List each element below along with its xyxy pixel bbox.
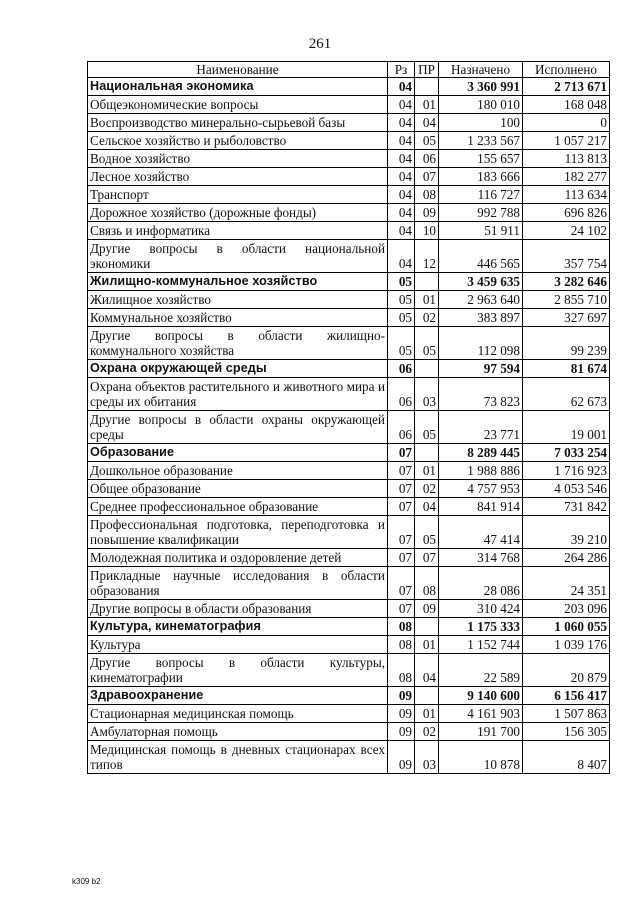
section-row [88,444,610,462]
section-row [88,360,610,378]
row-assigned-cell: 314 768 [439,549,523,567]
row-rz-cell: 05 [388,309,415,327]
row-name-cell: Другие вопросы в области национальной экономики [88,240,388,273]
column-header-name: Наименование [88,62,388,78]
row-name-cell: Дошкольное образование [88,462,388,480]
row-name-cell: Жилищное хозяйство [88,291,388,309]
row-assigned-cell: 1 233 567 [439,132,523,150]
row-name-cell: Амбулаторная помощь [88,723,388,741]
row-assigned-cell: 116 727 [439,186,523,204]
row-rz-cell: 07 [388,444,415,462]
row-rz-cell: 04 [388,132,415,150]
row-assigned-cell: 992 788 [439,204,523,222]
table-row [88,567,610,600]
row-name-cell: Образование [88,444,388,462]
row-assigned-cell: 2 963 640 [439,291,523,309]
row-rz-cell: 05 [388,327,415,360]
row-executed-cell: 203 096 [523,600,610,618]
row-pr-cell [415,444,439,462]
row-name-cell: Воспроизводство минерально-сырьевой базы [88,114,388,132]
section-row [88,618,610,636]
row-executed-cell: 8 407 [523,741,610,774]
table-row [88,114,610,132]
table-row [88,723,610,741]
row-pr-cell: 04 [415,114,439,132]
row-pr-cell: 01 [415,705,439,723]
row-assigned-cell: 1 152 744 [439,636,523,654]
row-assigned-cell: 23 771 [439,411,523,444]
row-pr-cell: 05 [415,516,439,549]
row-rz-cell: 04 [388,168,415,186]
row-name-cell: Прикладные научные исследования в области образования [88,567,388,600]
table-row [88,462,610,480]
row-name-cell: Дорожное хозяйство (дорожные фонды) [88,204,388,222]
table-body [88,78,610,774]
row-executed-cell: 168 048 [523,96,610,114]
row-assigned-cell: 112 098 [439,327,523,360]
row-name-cell: Стационарная медицинская помощь [88,705,388,723]
row-pr-cell: 04 [415,498,439,516]
row-pr-cell [415,360,439,378]
row-assigned-cell: 383 897 [439,309,523,327]
row-assigned-cell: 3 360 991 [439,78,523,96]
row-pr-cell [415,273,439,291]
row-name-cell: Культура [88,636,388,654]
row-rz-cell: 07 [388,516,415,549]
row-pr-cell: 08 [415,186,439,204]
row-name-cell: Жилищно-коммунальное хозяйство [88,273,388,291]
table-row [88,498,610,516]
table-row [88,168,610,186]
row-assigned-cell: 8 289 445 [439,444,523,462]
row-executed-cell: 4 053 546 [523,480,610,498]
row-executed-cell: 1 057 217 [523,132,610,150]
row-pr-cell: 01 [415,462,439,480]
row-name-cell: Национальная экономика [88,78,388,96]
row-pr-cell: 09 [415,204,439,222]
page-number: 261 [308,36,332,52]
row-pr-cell: 06 [415,150,439,168]
table-row [88,705,610,723]
row-name-cell: Другие вопросы в области жилищно-коммунального хозяйства [88,327,388,360]
row-pr-cell: 03 [415,378,439,411]
row-executed-cell: 1 716 923 [523,462,610,480]
row-executed-cell: 19 001 [523,411,610,444]
row-executed-cell: 62 673 [523,378,610,411]
table-row [88,96,610,114]
section-row [88,273,610,291]
row-rz-cell: 08 [388,636,415,654]
row-assigned-cell: 1 988 886 [439,462,523,480]
row-pr-cell: 05 [415,132,439,150]
row-assigned-cell: 28 086 [439,567,523,600]
table-row [88,600,610,618]
row-executed-cell: 24 351 [523,567,610,600]
table-row [88,741,610,774]
row-executed-cell: 264 286 [523,549,610,567]
row-executed-cell: 113 634 [523,186,610,204]
table-row [88,480,610,498]
row-rz-cell: 09 [388,705,415,723]
row-name-cell: Водное хозяйство [88,150,388,168]
row-executed-cell: 3 282 646 [523,273,610,291]
row-name-cell: Другие вопросы в области образования [88,600,388,618]
row-rz-cell: 06 [388,411,415,444]
table-row [88,378,610,411]
row-rz-cell: 04 [388,78,415,96]
row-assigned-cell: 841 914 [439,498,523,516]
row-assigned-cell: 73 823 [439,378,523,411]
row-executed-cell: 2 855 710 [523,291,610,309]
row-name-cell: Среднее профессиональное образование [88,498,388,516]
budget-table [87,61,610,774]
row-assigned-cell: 183 666 [439,168,523,186]
row-name-cell: Здравоохранение [88,687,388,705]
row-rz-cell: 04 [388,114,415,132]
row-assigned-cell: 1 175 333 [439,618,523,636]
row-pr-cell [415,78,439,96]
row-assigned-cell: 10 878 [439,741,523,774]
row-executed-cell: 113 813 [523,150,610,168]
row-rz-cell: 07 [388,549,415,567]
row-rz-cell: 06 [388,360,415,378]
row-executed-cell: 20 879 [523,654,610,687]
row-name-cell: Молодежная политика и оздоровление детей [88,549,388,567]
row-pr-cell: 07 [415,168,439,186]
row-pr-cell [415,687,439,705]
column-header-executed: Исполнено [523,62,610,78]
row-name-cell: Медицинская помощь в дневных стационарах всех типов [88,741,388,774]
table-row [88,549,610,567]
table-row [88,516,610,549]
row-assigned-cell: 4 757 953 [439,480,523,498]
row-rz-cell: 09 [388,741,415,774]
row-assigned-cell: 100 [439,114,523,132]
table-row [88,240,610,273]
row-name-cell: Другие вопросы в области охраны окружающей среды [88,411,388,444]
row-pr-cell: 02 [415,723,439,741]
row-executed-cell: 1 507 863 [523,705,610,723]
row-pr-cell: 05 [415,411,439,444]
row-name-cell: Связь и информатика [88,222,388,240]
row-pr-cell: 09 [415,600,439,618]
row-assigned-cell: 9 140 600 [439,687,523,705]
row-assigned-cell: 310 424 [439,600,523,618]
row-rz-cell: 04 [388,240,415,273]
row-assigned-cell: 191 700 [439,723,523,741]
row-rz-cell: 04 [388,204,415,222]
row-rz-cell: 04 [388,186,415,204]
row-name-cell: Другие вопросы в области культуры, кинематографии [88,654,388,687]
row-pr-cell: 01 [415,291,439,309]
row-rz-cell: 04 [388,222,415,240]
footer-code: k309 b2 [72,877,101,886]
row-rz-cell: 08 [388,618,415,636]
row-name-cell: Транспорт [88,186,388,204]
row-rz-cell: 07 [388,462,415,480]
row-executed-cell: 696 826 [523,204,610,222]
row-rz-cell: 06 [388,378,415,411]
row-executed-cell: 357 754 [523,240,610,273]
table-row [88,150,610,168]
row-pr-cell: 12 [415,240,439,273]
row-rz-cell: 04 [388,96,415,114]
row-assigned-cell: 22 589 [439,654,523,687]
row-assigned-cell: 180 010 [439,96,523,114]
row-rz-cell: 05 [388,273,415,291]
row-assigned-cell: 51 911 [439,222,523,240]
row-rz-cell: 08 [388,654,415,687]
row-executed-cell: 0 [523,114,610,132]
row-executed-cell: 731 842 [523,498,610,516]
row-name-cell: Общее образование [88,480,388,498]
row-assigned-cell: 47 414 [439,516,523,549]
column-header-rz: Рз [388,62,415,78]
row-rz-cell: 05 [388,291,415,309]
table-row [88,411,610,444]
row-name-cell: Сельское хозяйство и рыболовство [88,132,388,150]
row-pr-cell: 03 [415,741,439,774]
row-executed-cell: 156 305 [523,723,610,741]
row-name-cell: Лесное хозяйство [88,168,388,186]
row-pr-cell: 08 [415,567,439,600]
table-row [88,204,610,222]
row-pr-cell: 04 [415,654,439,687]
row-name-cell: Культура, кинематография [88,618,388,636]
row-name-cell: Охрана объектов растительного и животного мира и среды их обитания [88,378,388,411]
row-rz-cell: 07 [388,480,415,498]
section-row [88,78,610,96]
row-pr-cell: 02 [415,309,439,327]
row-name-cell: Коммунальное хозяйство [88,309,388,327]
row-name-cell: Общеэкономические вопросы [88,96,388,114]
row-assigned-cell: 3 459 635 [439,273,523,291]
row-pr-cell: 01 [415,96,439,114]
row-executed-cell: 99 239 [523,327,610,360]
table-row [88,309,610,327]
row-executed-cell: 81 674 [523,360,610,378]
row-executed-cell: 39 210 [523,516,610,549]
row-rz-cell: 07 [388,567,415,600]
row-executed-cell: 2 713 671 [523,78,610,96]
row-rz-cell: 07 [388,498,415,516]
table-row [88,291,610,309]
row-executed-cell: 7 033 254 [523,444,610,462]
row-assigned-cell: 4 161 903 [439,705,523,723]
row-executed-cell: 1 060 055 [523,618,610,636]
row-assigned-cell: 97 594 [439,360,523,378]
row-pr-cell: 05 [415,327,439,360]
column-header-pr: ПР [415,62,439,78]
row-pr-cell: 10 [415,222,439,240]
table-row [88,222,610,240]
row-executed-cell: 182 277 [523,168,610,186]
column-header-assigned: Назначено [439,62,523,78]
row-name-cell: Профессиональная подготовка, переподготовка и повышение квалификации [88,516,388,549]
row-pr-cell: 01 [415,636,439,654]
table-row [88,132,610,150]
row-executed-cell: 1 039 176 [523,636,610,654]
row-rz-cell: 09 [388,723,415,741]
table-row [88,327,610,360]
row-rz-cell: 07 [388,600,415,618]
row-name-cell: Охрана окружающей среды [88,360,388,378]
row-assigned-cell: 155 657 [439,150,523,168]
row-executed-cell: 327 697 [523,309,610,327]
row-executed-cell: 6 156 417 [523,687,610,705]
row-pr-cell: 02 [415,480,439,498]
row-rz-cell: 09 [388,687,415,705]
row-assigned-cell: 446 565 [439,240,523,273]
row-executed-cell: 24 102 [523,222,610,240]
row-pr-cell: 07 [415,549,439,567]
row-rz-cell: 04 [388,150,415,168]
table-header-row [88,62,610,78]
table-row [88,636,610,654]
table-row [88,654,610,687]
row-pr-cell [415,618,439,636]
section-row [88,687,610,705]
table-row [88,186,610,204]
